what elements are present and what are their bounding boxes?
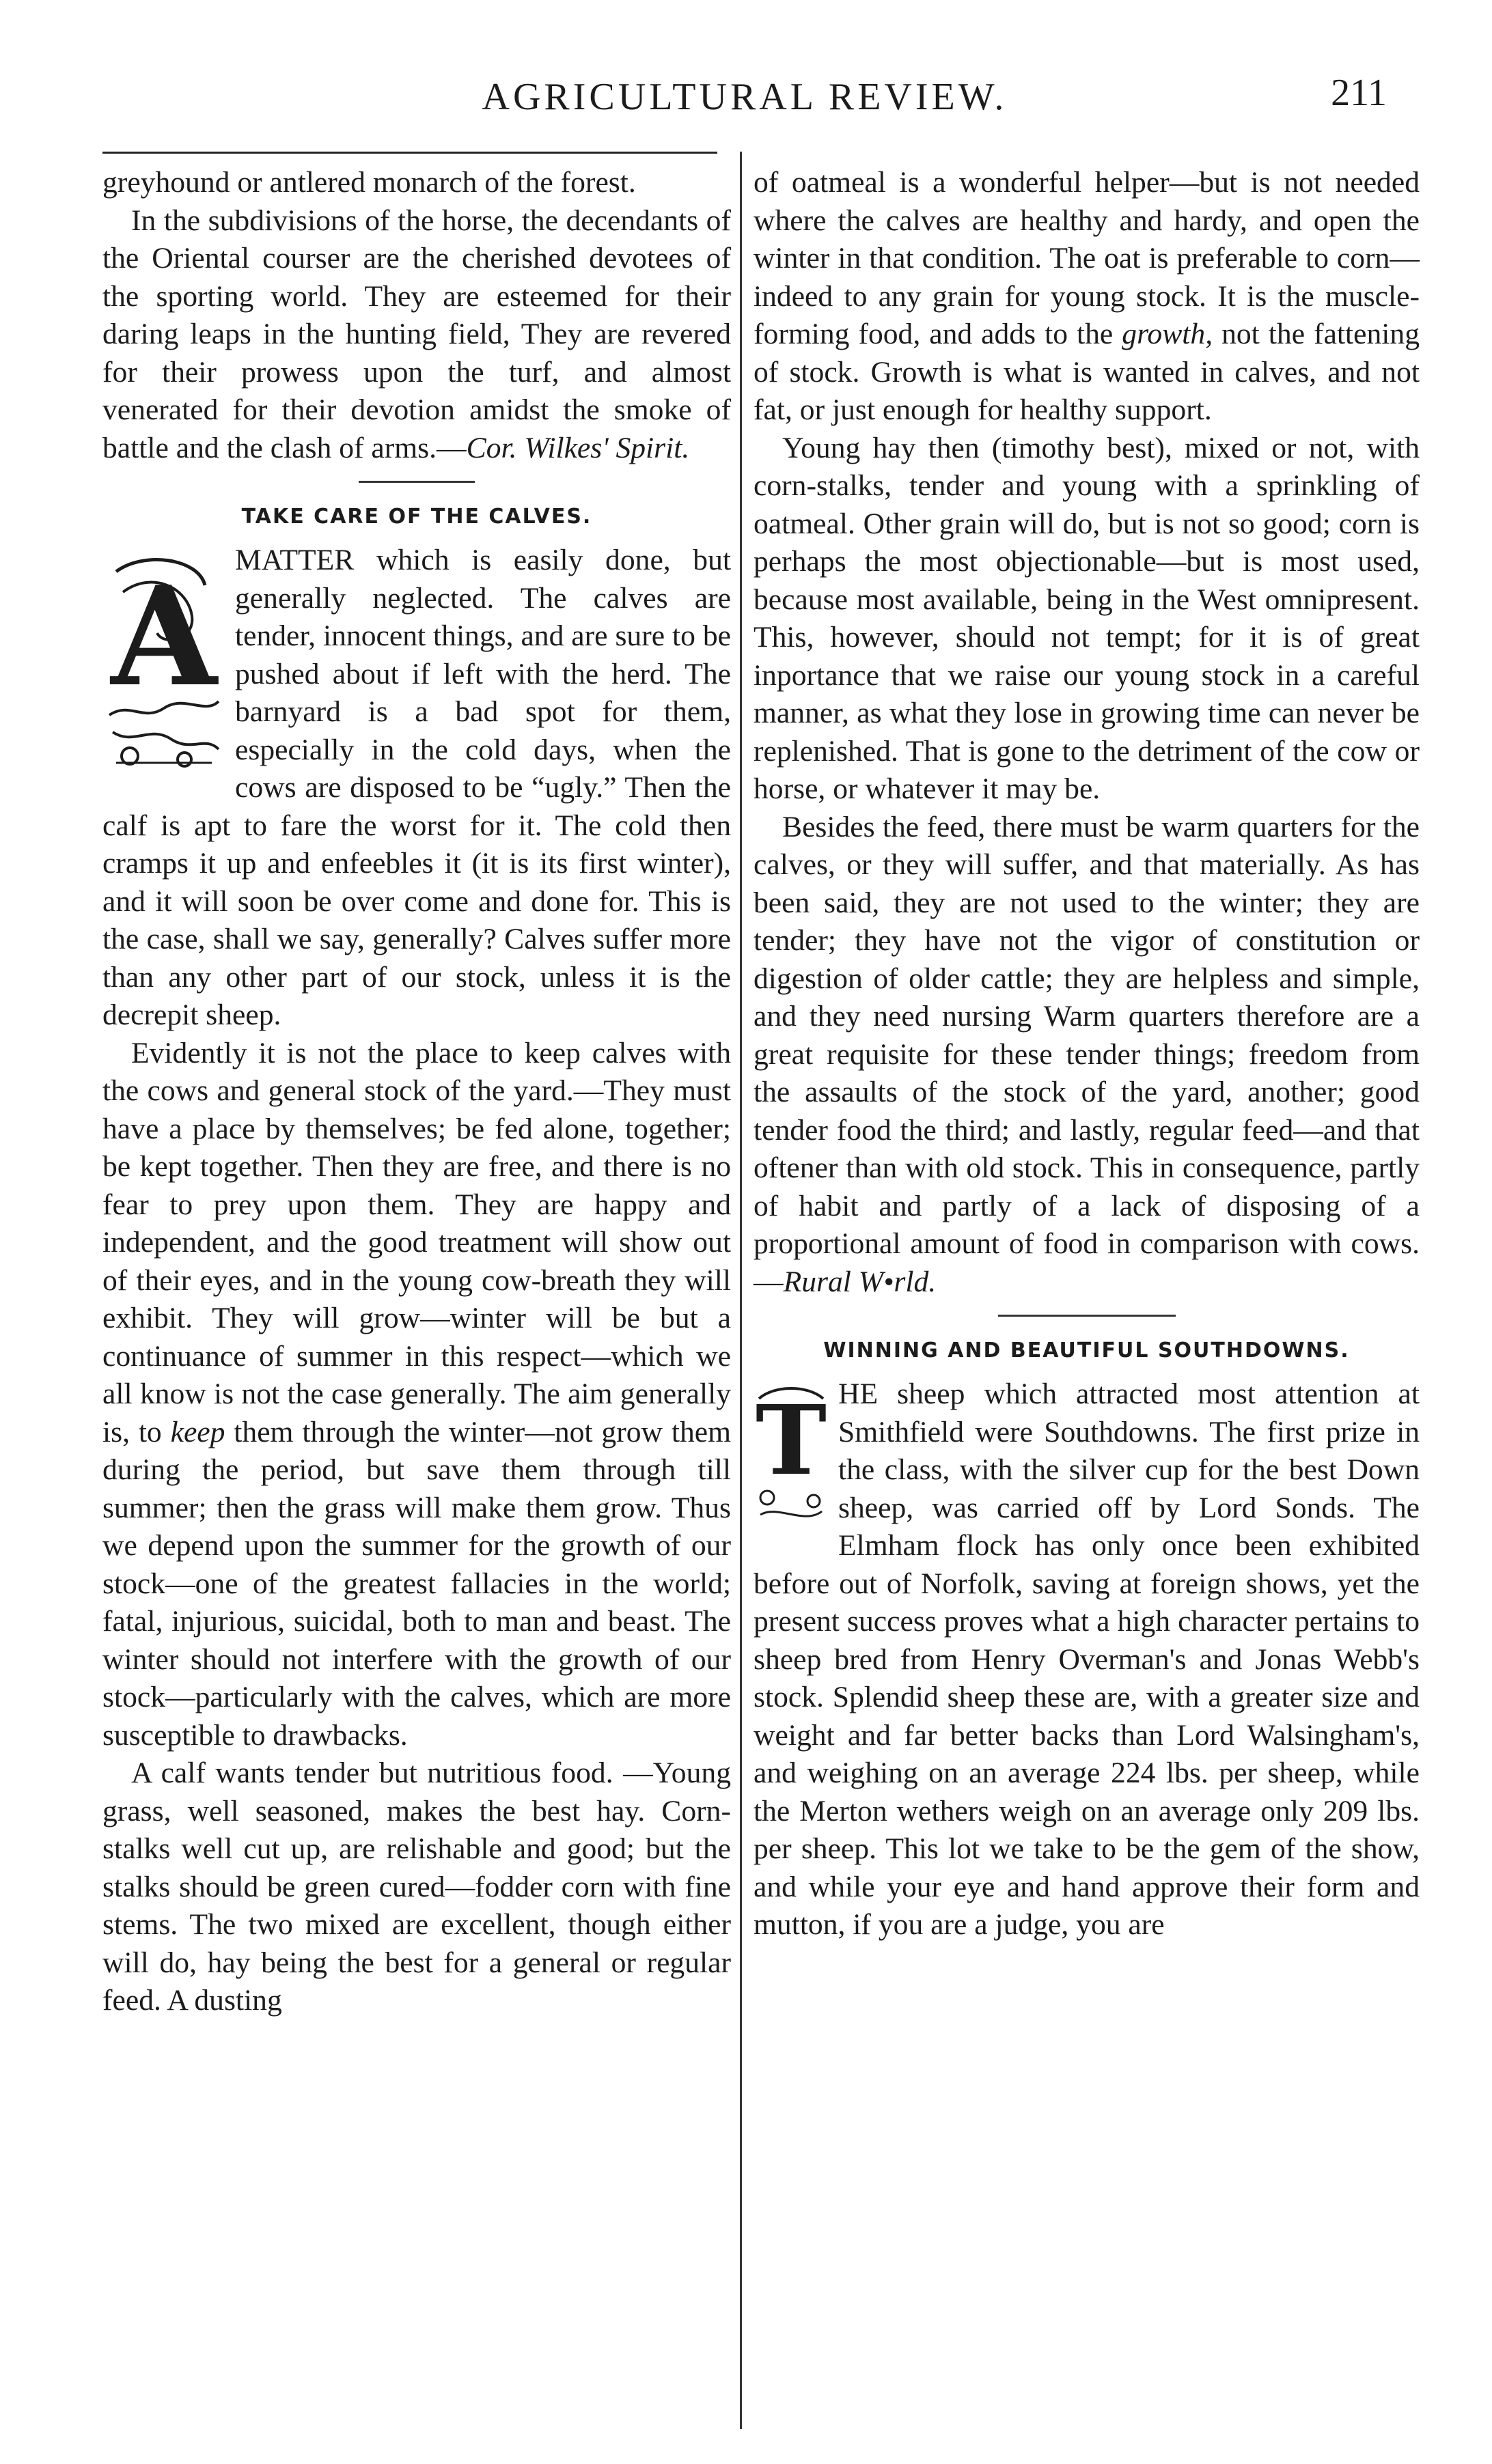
- article-heading-southdowns: WINNING AND BEAUTIFUL SOUTHDOWNS.: [823, 1339, 1350, 1362]
- emphasis-growth: growth,: [1122, 318, 1213, 350]
- calves-paragraph-4: Young hay then (timothy best), mixed or not, with corn-stalks, tender and young with a sprinkling of oatmeal. Other grain will do, but is not so good; corn is perhaps the most objectionable—but is most used, because most available, being in the West omnipresent. This, however, should not tempt; for it is of great inportance that we raise our young stock in a careful manner, as what they lose in growing time can never be replenished. That is gone to the detriment of the cow or horse, or whatever it may be.: [754, 431, 1420, 805]
- emphasis-keep: keep: [170, 1415, 225, 1448]
- calves-continued-paragraph: of oatmeal is a wonderful helper—but is not needed where the calves are healthy and hardy, and open the winter in that condition. The oat is preferable to corn—indeed to any grain for young stock. It is the muscle-forming food, and adds to the growth, not the fattening of stock. Growth is what is wanted in calves, and not fat, or just enough for healthy support.: [754, 166, 1420, 426]
- opening-word: HE: [838, 1377, 879, 1410]
- horse-paragraph-text: In the subdivisions of the horse, the decendants of the Oriental courser are the cherished devotees of the sporting world. They are esteemed for their daring leaps in the hunting field, They are revered for their prowess upon the turf, and almost venerated for their devotion amidst the smoke of battle and the clash of arms.—: [102, 204, 731, 464]
- page-number: 211: [1331, 72, 1387, 114]
- running-head: [102, 60, 1387, 122]
- horse-paragraph: [102, 202, 731, 468]
- source-citation: Rural W•rld.: [783, 1265, 937, 1298]
- article-separator: [359, 481, 475, 483]
- ornamental-initial-a-icon: [102, 544, 225, 772]
- left-column: [102, 164, 731, 2020]
- continued-paragraph: greyhound or antlered monarch of the forest.: [102, 166, 636, 199]
- article-heading-calves: TAKE CARE OF THE CALVES.: [241, 505, 592, 529]
- article-separator: [998, 1315, 1176, 1317]
- running-title: AGRICULTURAL REVIEW.: [482, 76, 1008, 118]
- header-rule: [102, 152, 717, 154]
- calves-opening-text: which is easily done, but generally neglected. The calves are tender, innocent things, and are sure to be pushed about if left with the herd. The barnyard is a bad spot for them, especially in the cold days, when the cows are disposed to be “ugly.” Then the calf is apt to fare the worst for it. The cold then cramps it up and enfeebles it (it is its first winter), and it will soon be over come and done for. This is the case, shall we say, generally? Calves suffer more than any other part of our stock, unless it is the decrepit sheep.: [102, 544, 731, 1031]
- svg-text:T: T: [755, 1385, 827, 1497]
- southdowns-text: sheep which attracted most attention at Smithfield were Southdowns. The first prize in the class, with the silver cup for the best Down sheep, was carried off by Lord Sonds. The Elmham flock has only once been exhibited before out of Norfolk, saving at foreign shows, yet the present success proves what a high character pertains to sheep bred from Henry Overman's and Jonas Webb's stock. Splendid sheep these are, with a greater size and weight and far better backs than Lord Walsingham's, and weighing on an average 224 lbs. per sheep, while the Merton wethers weigh on an average only 209 lbs. per sheep. This lot we take to be the gem of the show, and while your eye and hand approve their form and mutton, if you are a judge, you are: [754, 1377, 1420, 1941]
- column-divider: [740, 152, 742, 2429]
- calves-paragraph-3: A calf wants tender but nutritious food. —Young grass, well seasoned, makes the best hay. Corn-stalks well cut up, are relishable and good; but the stalks should be green cured—fodder corn with fine stems. The two mixed are excellent, though either will do, hay being the best for a general or regular feed. A dusting: [102, 1756, 731, 2017]
- right-column: [754, 164, 1420, 1944]
- calves-opening-paragraph: [102, 542, 731, 1035]
- source-citation: Cor. Wilkes' Spirit.: [466, 431, 690, 464]
- calves-paragraph-5: Besides the feed, there must be warm quarters for the calves, or they will suffer, and that materially. As has been said, they are not used to the winter; they are tender; they have not the vigor of constitution or digestion of older cattle; they are helpless and simple, and they need nursing Warm quarters therefore are a great requisite for these tender things; freedom from the assaults of the stock of the yard, another; good tender food the third; and lastly, regular feed—and that oftener than with old stock. This in consequence, partly of habit and partly of a lack of disposing of a proportional amount of food in comparison with cows.—Rural W•rld.: [754, 810, 1420, 1298]
- calves-paragraph-2: Evidently it is not the place to keep calves with the cows and general stock of the yard.—They must have a place by themselves; be fed alone, together; be kept together. Then they are free, and there is no fear to prey upon them. They are happy and independent, and the good treatment will show out of their eyes, and in the young cow-breath they will exhibit. They will grow—winter will be but a continuance of summer in this respect—which we all know is not the case generally. The aim generally is, to keep them through the winter—not grow them during the period, but save them through till summer; then the grass will make them grow. Thus we depend upon the summer for the growth of our stock—one of the greatest fallacies in the world; fatal, injurious, suicidal, both to man and beast. The winter should not interfere with the growth of our stock—particularly with the calves, which are more susceptible to drawbacks.: [102, 1036, 732, 1752]
- svg-text:A: A: [111, 557, 217, 717]
- ornamental-initial-t-icon: [754, 1378, 829, 1530]
- opening-word: MATTER: [235, 544, 355, 576]
- southdowns-paragraph: [754, 1375, 1420, 1944]
